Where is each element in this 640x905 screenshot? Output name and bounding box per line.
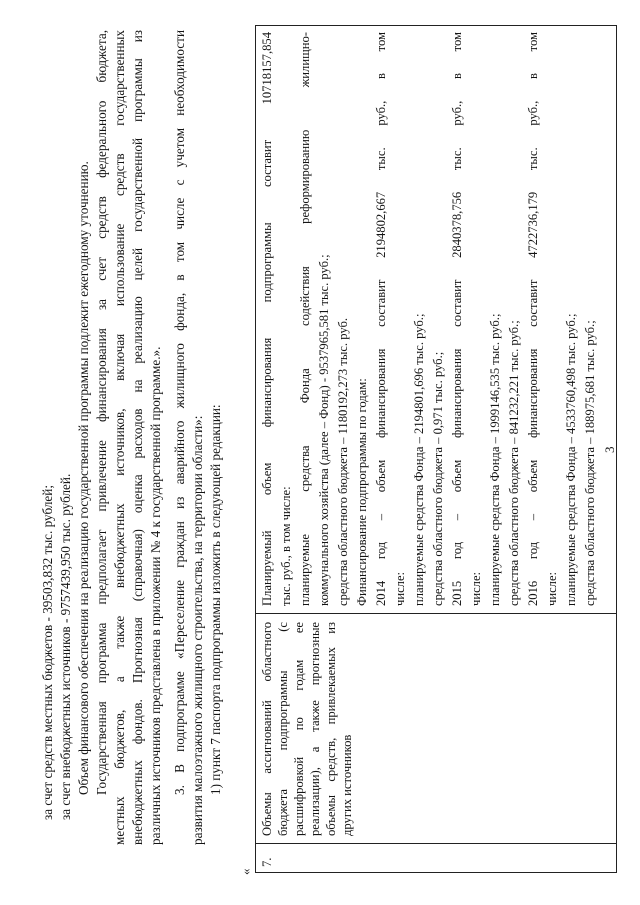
label-line: объемы средств, привлекаемых из bbox=[324, 622, 338, 836]
content-line: средства областного бюджета – 1180192,273 тыс. руб. bbox=[336, 317, 350, 606]
label-line: бюджета подпрограммы (с bbox=[276, 622, 290, 836]
content-line: Финансирование подпрограммы по годам: bbox=[355, 378, 369, 606]
content-line: 2015 год – объем финансирования составит 2840378,756 тыс. руб., в том bbox=[450, 32, 464, 606]
text-line: Объем финансового обеспечения на реализацию государственной программы подлежит ежегодному уточнению. bbox=[76, 161, 91, 795]
label-line: других источников bbox=[340, 734, 354, 836]
content-line: планируемые средства Фонда – 1999146,535 тыс. руб.; bbox=[488, 313, 502, 606]
page-number: 3 bbox=[602, 446, 617, 453]
label-line: расшифровкой по годам ее bbox=[292, 622, 306, 836]
content-line: коммунального хозяйства (далее – Фонд) - 9537965,581 тыс. руб.; bbox=[317, 254, 331, 606]
text-line: различных источников представлена в приложении № 4 к государственной программе.». bbox=[148, 346, 163, 845]
content-line: средства областного бюджета – 841232,221 тыс. руб.; bbox=[507, 320, 521, 606]
text-line: внебюджетных фондов. Прогнозная (справочная) оценка расходов на реализацию целей государственной программы из bbox=[130, 30, 145, 845]
column-divider bbox=[256, 613, 616, 614]
content-line: числе: bbox=[545, 571, 559, 606]
column-divider bbox=[256, 843, 616, 844]
content-line: средства областного бюджета – 0,971 тыс. руб.; bbox=[431, 351, 445, 606]
opening-quote-mark: « bbox=[238, 868, 253, 875]
content-line: 2014 год – объем финансирования составит 2194802,667 тыс. руб., в том bbox=[374, 32, 388, 606]
row-number: 7. bbox=[260, 857, 274, 867]
content-line: числе: bbox=[393, 571, 407, 606]
label-line: Объемы ассигнований областного bbox=[260, 622, 274, 836]
content-line: планируемые средства Фонда – 4533760,498 тыс. руб.; bbox=[564, 313, 578, 606]
text-line: 3. В подпрограмме «Переселение граждан из аварийного жилищного фонда, в том числе с учетом необходимости bbox=[172, 30, 187, 795]
text-line: за счет внебюджетных источников - 9757439,950 тыс. рублей. bbox=[58, 473, 73, 820]
content-line: средства областного бюджета – 188975,681 тыс. руб.; bbox=[583, 320, 597, 606]
text-line: развития малоэтажного жилищного строительства, на территории области»: bbox=[190, 415, 205, 845]
content-line: 2016 год – объем финансирования составит 4722736,179 тыс. руб., в том bbox=[526, 32, 540, 606]
content-line: тыс. руб., в том числе: bbox=[279, 486, 293, 606]
content-line: Планируемый объем финансирования подпрограммы составит 10718157,854 bbox=[260, 32, 274, 606]
content-line: числе: bbox=[469, 571, 483, 606]
text-line: Государственная программа предполагает привлечение финансирования за счет средств федерального бюджета, bbox=[94, 30, 109, 795]
label-line: реализации), а также прогнозные bbox=[308, 622, 322, 836]
content-line: планируемые средства Фонда – 2194801,696 тыс. руб.; bbox=[412, 313, 426, 606]
passport-table bbox=[255, 25, 617, 873]
content-line: планируемые средства Фонда содействия реформированию жилищно- bbox=[298, 32, 312, 606]
text-line: местных бюджетов, а также внебюджетных источников, включая использование средств государственных bbox=[112, 30, 127, 845]
text-line: 1) пункт 7 паспорта подпрограммы изложить в следующей редакции: bbox=[208, 404, 223, 795]
text-line: за счет средств местных бюджетов - 39503,832 тыс. рублей; bbox=[40, 485, 55, 820]
